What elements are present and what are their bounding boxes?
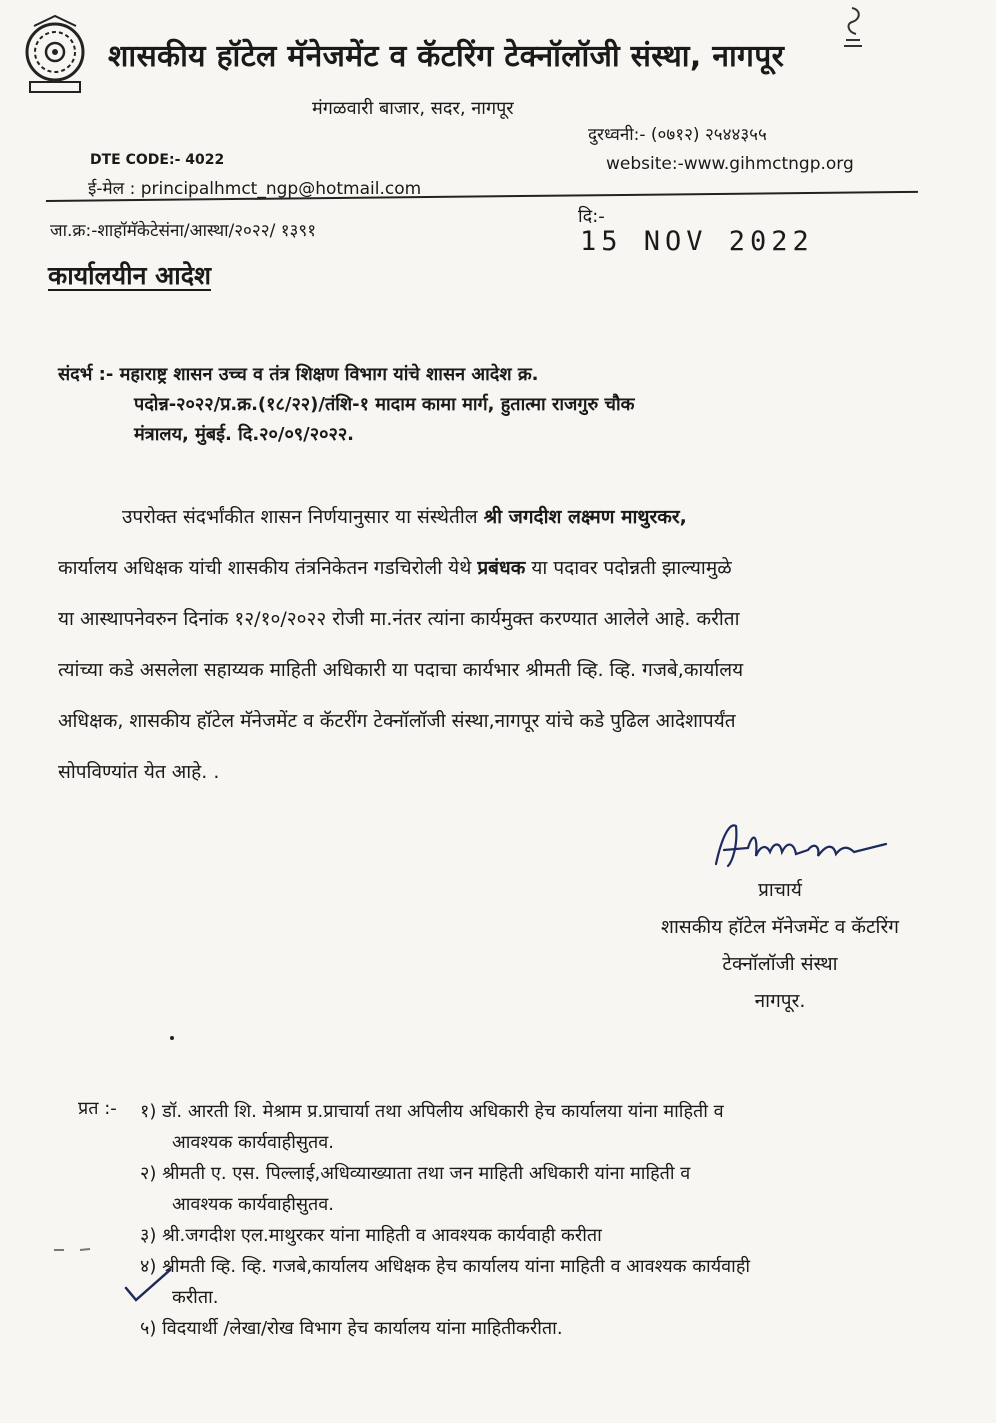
copy-line: आवश्यक कार्यवाहीसुतव. (172, 1132, 335, 1153)
signatory-line: टेक्नॉलॉजी संस्था (722, 953, 838, 975)
body-line: सोपविण्यांत येत आहे. . (58, 761, 220, 783)
body-text: कार्यालय अधिक्षक यांची शासकीय तंत्रनिकेतन गडचिरोली येथे (58, 557, 478, 579)
body-text: उपरोक्त संदर्भांकीत शासन निर्णयानुसार या संस्थेतील (122, 506, 484, 528)
signatory-line: शासकीय हॉटेल मॅनेजमेंट व कॅटरिंग (661, 916, 899, 938)
copy-to-item (140, 1251, 980, 1313)
website: website:-www.gihmctngp.org (606, 154, 854, 174)
ink-smudge-icon (50, 1240, 110, 1260)
order-title: कार्यालयीन आदेश (48, 261, 211, 290)
reference-section (58, 360, 634, 450)
copy-to-item (140, 1096, 980, 1158)
date-label: दि:- (578, 206, 605, 227)
copy-to-item (140, 1313, 980, 1344)
copy-to-item (140, 1220, 980, 1251)
body-text: या पदावर पदोन्नती झाल्यामुळे (525, 557, 732, 579)
signature (708, 816, 898, 876)
email-address: ई-मेल : principalhmct_ngp@hotmail.com (88, 179, 422, 199)
date-stamp: 15 NOV 2022 (580, 226, 814, 257)
copy-line: ५) विदयार्थी /लेखा/रोख विभाग हेच कार्यालय यांना माहितीकरीता. (140, 1318, 563, 1339)
body-line (58, 492, 938, 543)
institute-emblem-icon (22, 12, 88, 98)
signatory-line: नागपूर. (754, 990, 806, 1012)
copy-to-label: प्रत :- (78, 1098, 117, 1119)
body-line: या आस्थापनेवरुन दिनांक १२/१०/२०२२ रोजी मा.नंतर त्यांना कार्यमुक्त करण्यात आलेले आहे. करीता (58, 608, 740, 630)
copy-line: करीता. (172, 1287, 219, 1308)
check-mark-icon (124, 1266, 174, 1306)
ink-dot (170, 1036, 174, 1040)
phone-number: दुरध्वनी:- (०७१२) २५४४३५५ (588, 125, 767, 145)
order-body (58, 492, 938, 798)
body-line (58, 543, 938, 594)
employee-name: श्री जगदीश लक्ष्मण माथुरकर, (483, 506, 687, 528)
institute-address: मंगळवारी बाजार, सदर, नागपूर (312, 98, 514, 119)
body-line: अधिक्षक, शासकीय हॉटेल मॅनेजमेंट व कॅटरींग टेक्नॉलॉजी संस्था,नागपूर यांचे कडे पुढिल आदेशापर्यंत (58, 710, 736, 732)
copy-line: ४) श्रीमती व्हि. व्हि. गजबे,कार्यालय अधिक्षक हेच कार्यालय यांना माहिती व आवश्यक कार्यवाही (140, 1256, 751, 1277)
body-line: त्यांच्या कडे असलेला सहाय्यक माहिती अधिकारी या पदाचा कार्यभार श्रीमती व्हि. व्हि. गजबे,कार्यालय (58, 659, 744, 681)
copy-line: आवश्यक कार्यवाहीसुतव. (172, 1194, 335, 1215)
reference-line: संदर्भ :- महाराष्ट्र शासन उच्च व तंत्र शिक्षण विभाग यांचे शासन आदेश क्र. (58, 364, 539, 385)
dte-code: DTE CODE:- 4022 (90, 152, 225, 168)
signatory-title: प्राचार्य (758, 879, 802, 901)
copy-line: ३) श्री.जगदीश एल.माथुरकर यांना माहिती व आवश्यक कार्यवाही करीता (140, 1225, 602, 1246)
copy-line: २) श्रीमती ए. एस. पिल्लाई,अधिव्याख्याता तथा जन माहिती अधिकारी यांना माहिती व (140, 1163, 691, 1184)
institute-name: शासकीय हॉटेल मॅनेजमेंट व कॅटरिंग टेक्नॉलॉजी संस्था, नागपूर (108, 39, 785, 74)
copy-line: १) डॉ. आरती शि. मेश्राम प्र.प्राचार्या तथा अपिलीय अधिकारी हेच कार्यालया यांना माहिती व (140, 1101, 724, 1122)
signatory-block (560, 872, 996, 1020)
copy-to-list (140, 1066, 980, 1344)
reference-line: पदोन्न-२०२२/प्र.क्र.(१८/२२)/तंशि-१ मादाम कामा मार्ग, हुतात्मा राजगुरु चौक (134, 394, 635, 415)
designation: प्रबंधक (477, 557, 526, 579)
reference-number: जा.क्र:-शाहॉमॅकेटेसंना/आस्था/२०२२/ १३९१ (50, 221, 317, 241)
reference-line: मंत्रालय, मुंबई. दि.२०/०९/२०२२. (134, 424, 355, 445)
copy-to-item (140, 1158, 980, 1220)
corner-scribble-icon (838, 4, 868, 52)
